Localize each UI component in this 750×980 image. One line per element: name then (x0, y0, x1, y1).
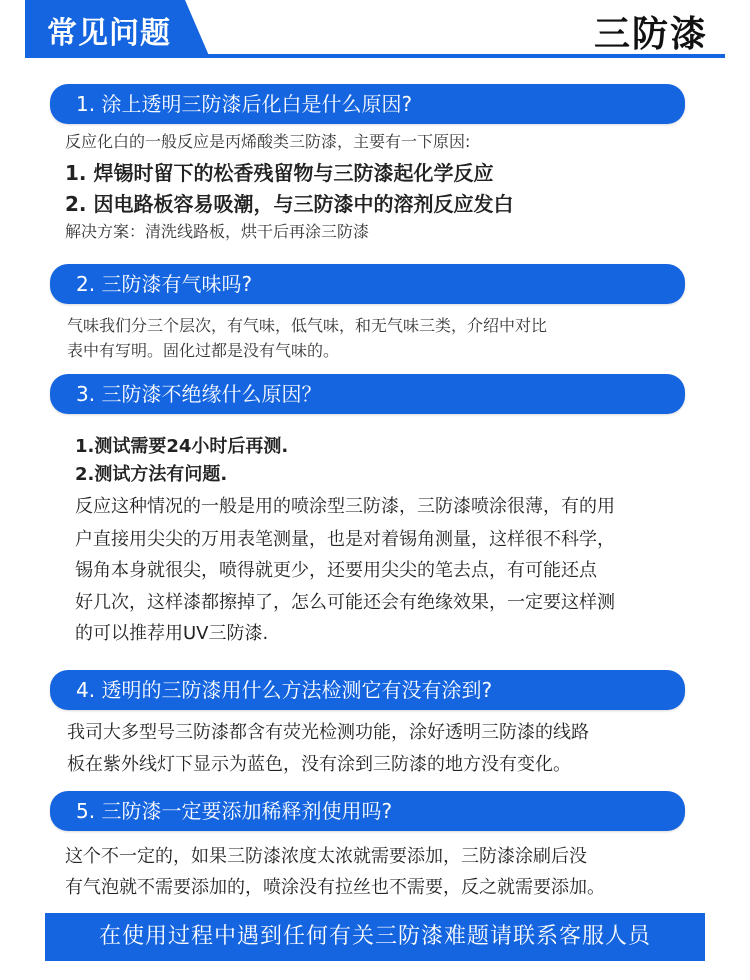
answer-5-line-2: 有气泡就不需要添加的，喷涂没有拉丝也不需要，反之就需要添加。 (65, 877, 605, 898)
answer-3-line-4: 户直接用尖尖的万用表笔测量，也是对着锡角测量，这样很不科学， (75, 529, 615, 550)
answer-3-line-1: 1.测试需要24小时后再测. (75, 436, 289, 457)
answer-1-line-4: 解决方案：清洗线路板，烘干后再涂三防漆 (65, 222, 370, 241)
answer-1-line-2: 1. 焊锡时留下的松香残留物与三防漆起化学反应 (65, 161, 494, 185)
question-4: 4. 透明的三防漆用什么方法检测它有没有涂到? (50, 670, 685, 710)
answer-3-line-5: 锡角本身就很尖，喷得就更少，还要用尖尖的笔去点，有可能还点 (75, 560, 597, 581)
answer-4-line-2: 板在紫外线灯下显示为蓝色，没有涂到三防漆的地方没有变化。 (67, 754, 571, 775)
answer-3-line-7: 的可以推荐用UV三防漆. (75, 623, 269, 644)
answer-2-line-1: 气味我们分三个层次，有气味，低气味，和无气味三类，介绍中对比 (67, 316, 548, 335)
answer-3-line-2: 2.测试方法有问题. (75, 464, 228, 485)
contact-banner: 在使用过程中遇到任何有关三防漆难题请联系客服人员 (45, 913, 705, 961)
answer-3-line-3: 反应这种情况的一般是用的喷涂型三防漆，三防漆喷涂很薄，有的用 (75, 496, 615, 517)
product-title: 三防漆 (593, 14, 708, 55)
answer-4-line-1: 我司大多型号三防漆都含有荧光检测功能，涂好透明三防漆的线路 (67, 722, 589, 743)
answer-1-line-3: 2. 因电路板容易吸潮，与三防漆中的溶剂反应发白 (65, 192, 514, 216)
question-3: 3. 三防漆不绝缘什么原因？ (50, 374, 685, 414)
answer-3-line-6: 好几次，这样漆都擦掉了，怎么可能还会有绝缘效果，一定要这样测 (75, 592, 615, 613)
question-5: 5. 三防漆一定要添加稀释剂使用吗? (50, 791, 685, 831)
question-2: 2. 三防漆有气味吗? (50, 264, 685, 304)
answer-1-line-1: 反应化白的一般反应是丙烯酸类三防漆，主要有一下原因: (65, 132, 471, 151)
page-title: 常见问题 (47, 16, 171, 51)
answer-2-line-2: 表中有写明。固化过都是没有气味的。 (67, 341, 340, 360)
answer-5-line-1: 这个不一定的，如果三防漆浓度太浓就需要添加，三防漆涂刷后没 (65, 846, 587, 867)
question-1: 1. 涂上透明三防漆后化白是什么原因? (50, 84, 685, 124)
